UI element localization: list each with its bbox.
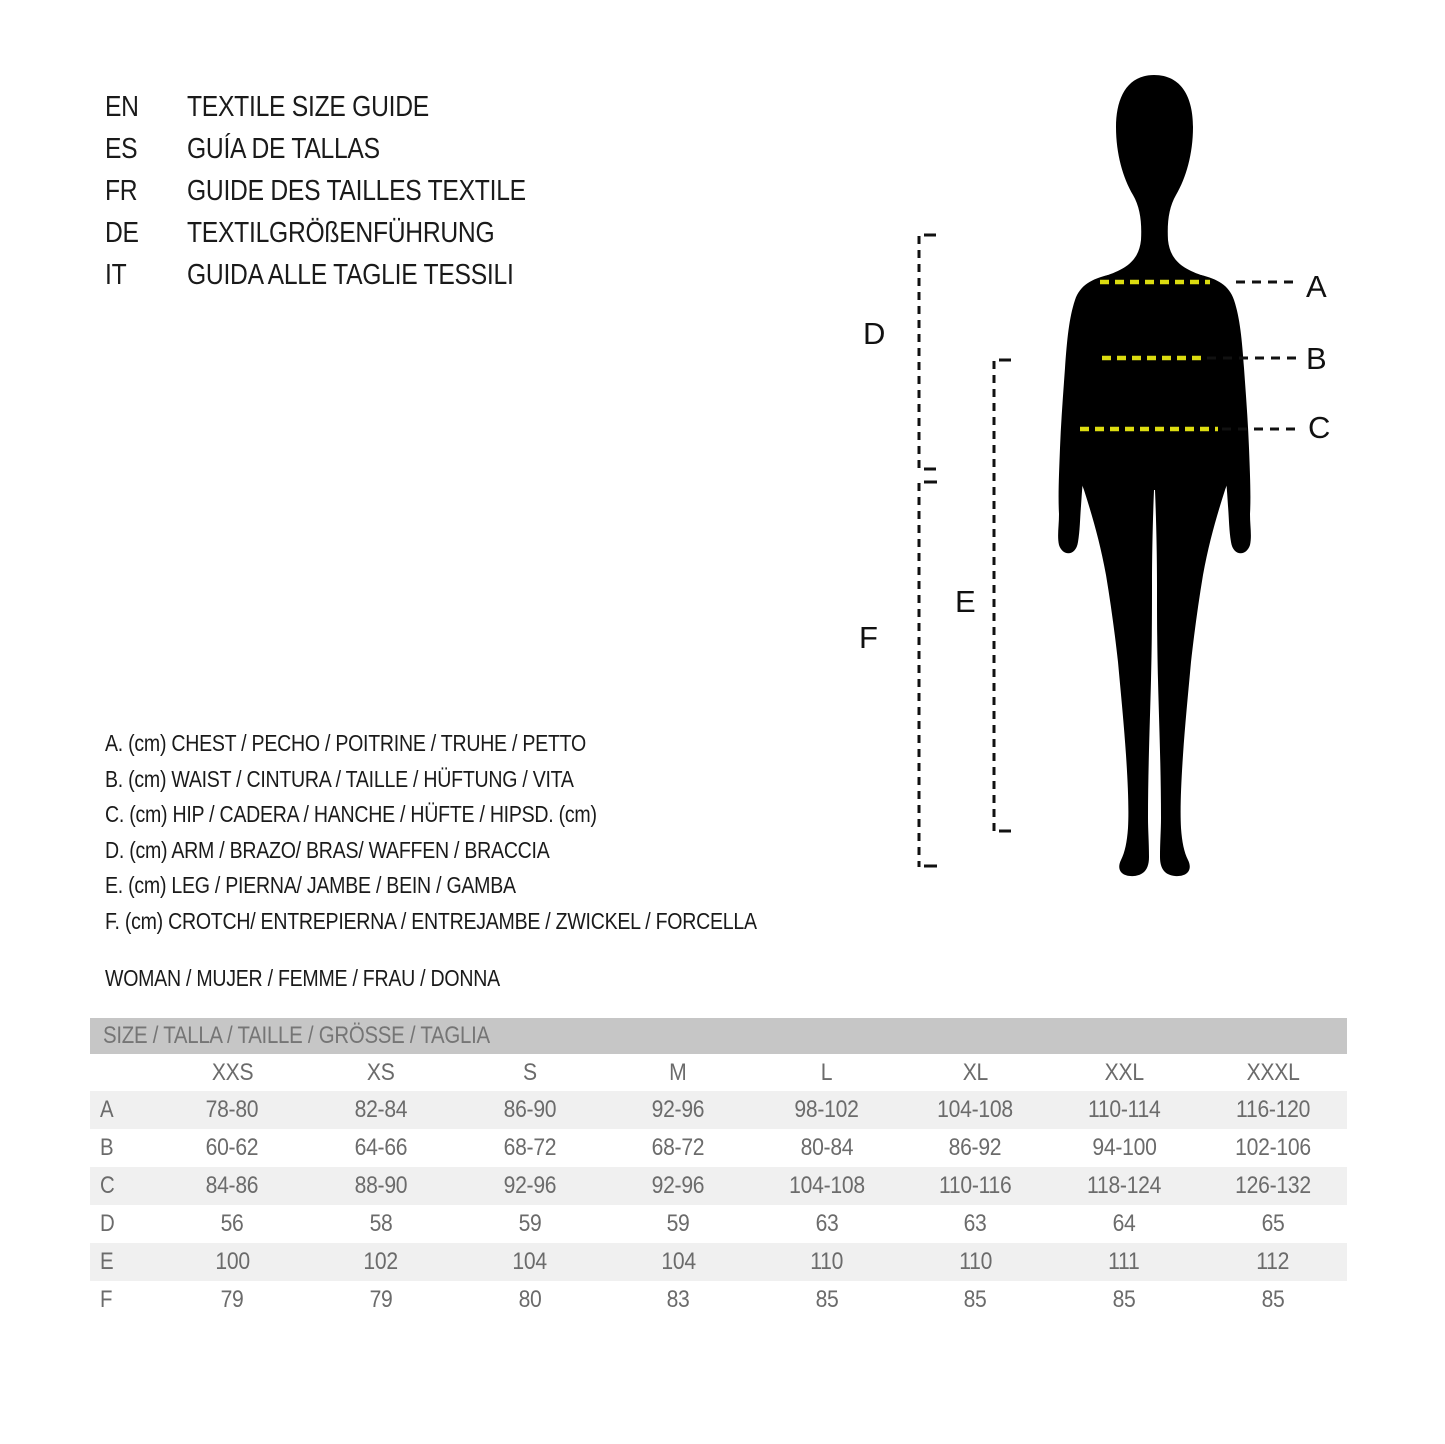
table-cell: 100 [215, 1248, 250, 1275]
table-cell: 58 [369, 1210, 393, 1237]
waist-label: B [1306, 341, 1327, 376]
hip-label: C [1308, 410, 1331, 445]
table-cell: 94-100 [1091, 1134, 1157, 1161]
row-label: E [100, 1248, 114, 1275]
table-cell: 102 [363, 1248, 399, 1275]
table-row-chest [90, 1091, 1347, 1129]
table-cell: 83 [666, 1286, 690, 1313]
size-table-header-bar [90, 1018, 1347, 1054]
guide-title-de: TEXTILGRÖßENFÜHRUNG [187, 216, 495, 249]
guide-title-en: TEXTILE SIZE GUIDE [187, 90, 429, 123]
language-code: EN [105, 90, 139, 123]
language-row-de [105, 212, 586, 254]
table-cell: 112 [1256, 1248, 1290, 1275]
row-label: F [100, 1286, 113, 1313]
table-cell: 59 [666, 1210, 690, 1237]
legend-line-waist: B. (cm) WAIST / CINTURA / TAILLE / HÜFTUNG / VITA [105, 765, 574, 792]
size-col-xxs: XXS [211, 1058, 254, 1086]
language-row-fr [105, 170, 586, 212]
crotch-label: F [859, 620, 878, 655]
guide-title-it: GUIDA ALLE TAGLIE TESSILI [187, 258, 514, 291]
table-cell: 110-114 [1087, 1096, 1161, 1123]
row-label: C [100, 1172, 115, 1199]
table-cell: 86-92 [949, 1134, 1002, 1161]
table-row-crotch [90, 1281, 1347, 1319]
language-code: IT [105, 258, 127, 291]
table-cell: 79 [220, 1286, 244, 1313]
table-row-arm [90, 1205, 1347, 1243]
woman-silhouette [1020, 70, 1280, 880]
legend-line-arm: D. (cm) ARM / BRAZO/ BRAS/ WAFFEN / BRACCIA [105, 836, 550, 863]
table-cell: 78-80 [205, 1096, 259, 1123]
size-col-s: S [522, 1058, 537, 1086]
table-cell: 116-120 [1235, 1096, 1310, 1123]
table-cell: 104 [512, 1248, 547, 1275]
table-row-hip [90, 1167, 1347, 1205]
leg-label: E [955, 584, 976, 619]
table-cell: 56 [220, 1210, 244, 1237]
silhouette-right-arm [1201, 275, 1251, 553]
table-cell: 118-124 [1087, 1172, 1162, 1199]
table-cell: 92-96 [503, 1172, 556, 1199]
table-cell: 86-90 [503, 1096, 556, 1123]
table-cell: 98-102 [794, 1096, 859, 1123]
silhouette-left-arm [1058, 275, 1108, 553]
table-cell: 79 [369, 1286, 393, 1313]
measurement-legend [105, 726, 872, 939]
table-cell: 64 [1112, 1210, 1136, 1237]
table-cell: 104-108 [788, 1172, 865, 1199]
silhouette-body [1074, 75, 1235, 876]
language-code: ES [105, 132, 138, 165]
table-cell: 92-96 [651, 1096, 705, 1123]
size-col-xl: XL [962, 1058, 989, 1086]
table-cell: 60-62 [205, 1134, 259, 1161]
table-cell: 63 [963, 1210, 987, 1237]
table-cell: 80 [518, 1286, 542, 1313]
guide-title-es: GUÍA DE TALLAS [187, 132, 380, 165]
chest-label: A [1306, 269, 1327, 304]
language-row-it [105, 254, 586, 296]
size-col-l: L [821, 1058, 833, 1086]
table-row-waist [90, 1129, 1347, 1167]
table-cell: 92-96 [651, 1172, 705, 1199]
table-cell: 65 [1261, 1210, 1285, 1237]
table-cell: 126-132 [1234, 1172, 1311, 1199]
table-cell: 110 [958, 1248, 992, 1275]
size-header-row [90, 1054, 1347, 1091]
table-cell: 82-84 [354, 1096, 408, 1123]
table-cell: 102-106 [1234, 1134, 1311, 1161]
size-col-xxl: XXL [1104, 1058, 1144, 1086]
table-cell: 64-66 [354, 1134, 408, 1161]
table-cell: 85 [1112, 1286, 1136, 1313]
language-row-es [105, 128, 586, 170]
table-cell: 68-72 [651, 1134, 705, 1161]
arm-label: D [863, 316, 886, 351]
language-code: FR [105, 174, 138, 207]
table-cell: 110-116 [939, 1172, 1012, 1199]
table-cell: 104-108 [937, 1096, 1014, 1123]
legend-line-crotch: F. (cm) CROTCH/ ENTREPIERNA / ENTREJAMBE / ZWICKEL / FORCELLA [105, 907, 757, 934]
table-cell: 111 [1108, 1248, 1140, 1275]
table-row-leg [90, 1243, 1347, 1281]
table-cell: 85 [963, 1286, 987, 1313]
guide-title-fr: GUIDE DES TAILLES TEXTILE [187, 174, 526, 207]
table-cell: 88-90 [354, 1172, 408, 1199]
legend-line-chest: A. (cm) CHEST / PECHO / POITRINE / TRUHE / PETTO [105, 730, 586, 757]
table-cell: 104 [660, 1248, 696, 1275]
table-cell: 85 [1261, 1286, 1285, 1313]
table-cell: 68-72 [503, 1134, 556, 1161]
size-table [90, 1018, 1347, 1319]
table-cell: 84-86 [205, 1172, 259, 1199]
table-cell: 63 [815, 1210, 839, 1237]
table-cell: 110 [810, 1248, 844, 1275]
row-label: B [100, 1134, 114, 1161]
legend-line-hip: C. (cm) HIP / CADERA / HANCHE / HÜFTE / HIPSD. (cm) [105, 801, 597, 828]
table-cell: 59 [518, 1210, 542, 1237]
language-code: DE [105, 216, 139, 249]
size-col-xxxl: XXXL [1246, 1058, 1300, 1086]
size-table-title: SIZE / TALLA / TAILLE / GRÖSSE / TAGLIA [103, 1022, 490, 1049]
legend-line-leg: E. (cm) LEG / PIERNA/ JAMBE / BEIN / GAMBA [105, 872, 516, 899]
size-col-xs: XS [367, 1058, 395, 1086]
row-label: A [100, 1096, 114, 1123]
table-cell: 80-84 [800, 1134, 854, 1161]
gender-heading: WOMAN / MUJER / FEMME / FRAU / DONNA [105, 964, 500, 991]
language-row-en [105, 86, 586, 128]
size-col-m: M [669, 1058, 687, 1086]
table-cell: 85 [815, 1286, 839, 1313]
row-label: D [100, 1210, 115, 1237]
language-title-block [105, 86, 586, 296]
